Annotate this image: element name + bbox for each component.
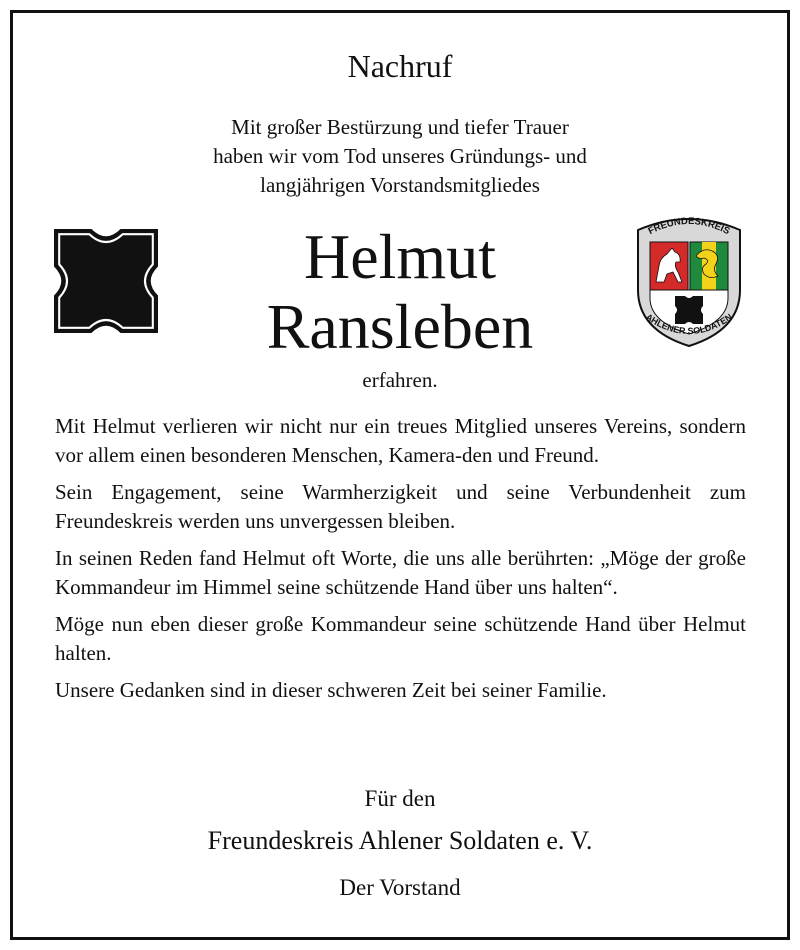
first-name: Helmut xyxy=(304,221,496,292)
page-title: Nachruf xyxy=(347,48,453,84)
intro-line-2: haben wir vom Tod unseres Gründungs- und xyxy=(213,144,587,168)
intro-text xyxy=(0,113,800,200)
intro-line-1: Mit großer Bestürzung und tiefer Trauer xyxy=(231,115,569,139)
emblem-top-text: FREUNDESKREIS xyxy=(646,215,732,238)
last-name: Ransleben xyxy=(266,291,534,362)
paragraph-4: Möge nun eben dieser große Kommandeur seine schützende Hand über Helmut halten. xyxy=(55,612,746,665)
signoff-board: Der Vorstand xyxy=(339,875,461,900)
verb-line: erfahren. xyxy=(362,368,438,392)
club-emblem xyxy=(634,212,744,348)
paragraph-3: In seinen Reden fand Helmut oft Worte, die uns alle berührten: „Möge der große Kommandeur im Himmel seine schützende Hand über uns halten“. xyxy=(55,546,746,599)
paragraph-2: Sein Engagement, seine Warmherzigkeit und seine Verbundenheit zum Freundeskreis werden uns unvergessen bleiben. xyxy=(55,480,746,533)
obituary-body xyxy=(55,412,746,713)
emblem-cross-icon xyxy=(675,296,703,324)
paragraph-5: Unsere Gedanken sind in dieser schweren Zeit bei seiner Familie. xyxy=(55,678,607,702)
intro-line-3: langjährigen Vorstandsmitgliedes xyxy=(260,173,540,197)
signoff-organization: Freundeskreis Ahlener Soldaten e. V. xyxy=(207,826,593,855)
signoff-for: Für den xyxy=(364,786,436,811)
paragraph-1: Mit Helmut verlieren wir nicht nur ein treues Mitglied unseres Vereins, sondern vor allem einen besonderen Menschen, Kamera-den und Freund. xyxy=(55,414,746,467)
emblem-bottom-text: AHLENER SOLDATEN xyxy=(643,311,735,337)
